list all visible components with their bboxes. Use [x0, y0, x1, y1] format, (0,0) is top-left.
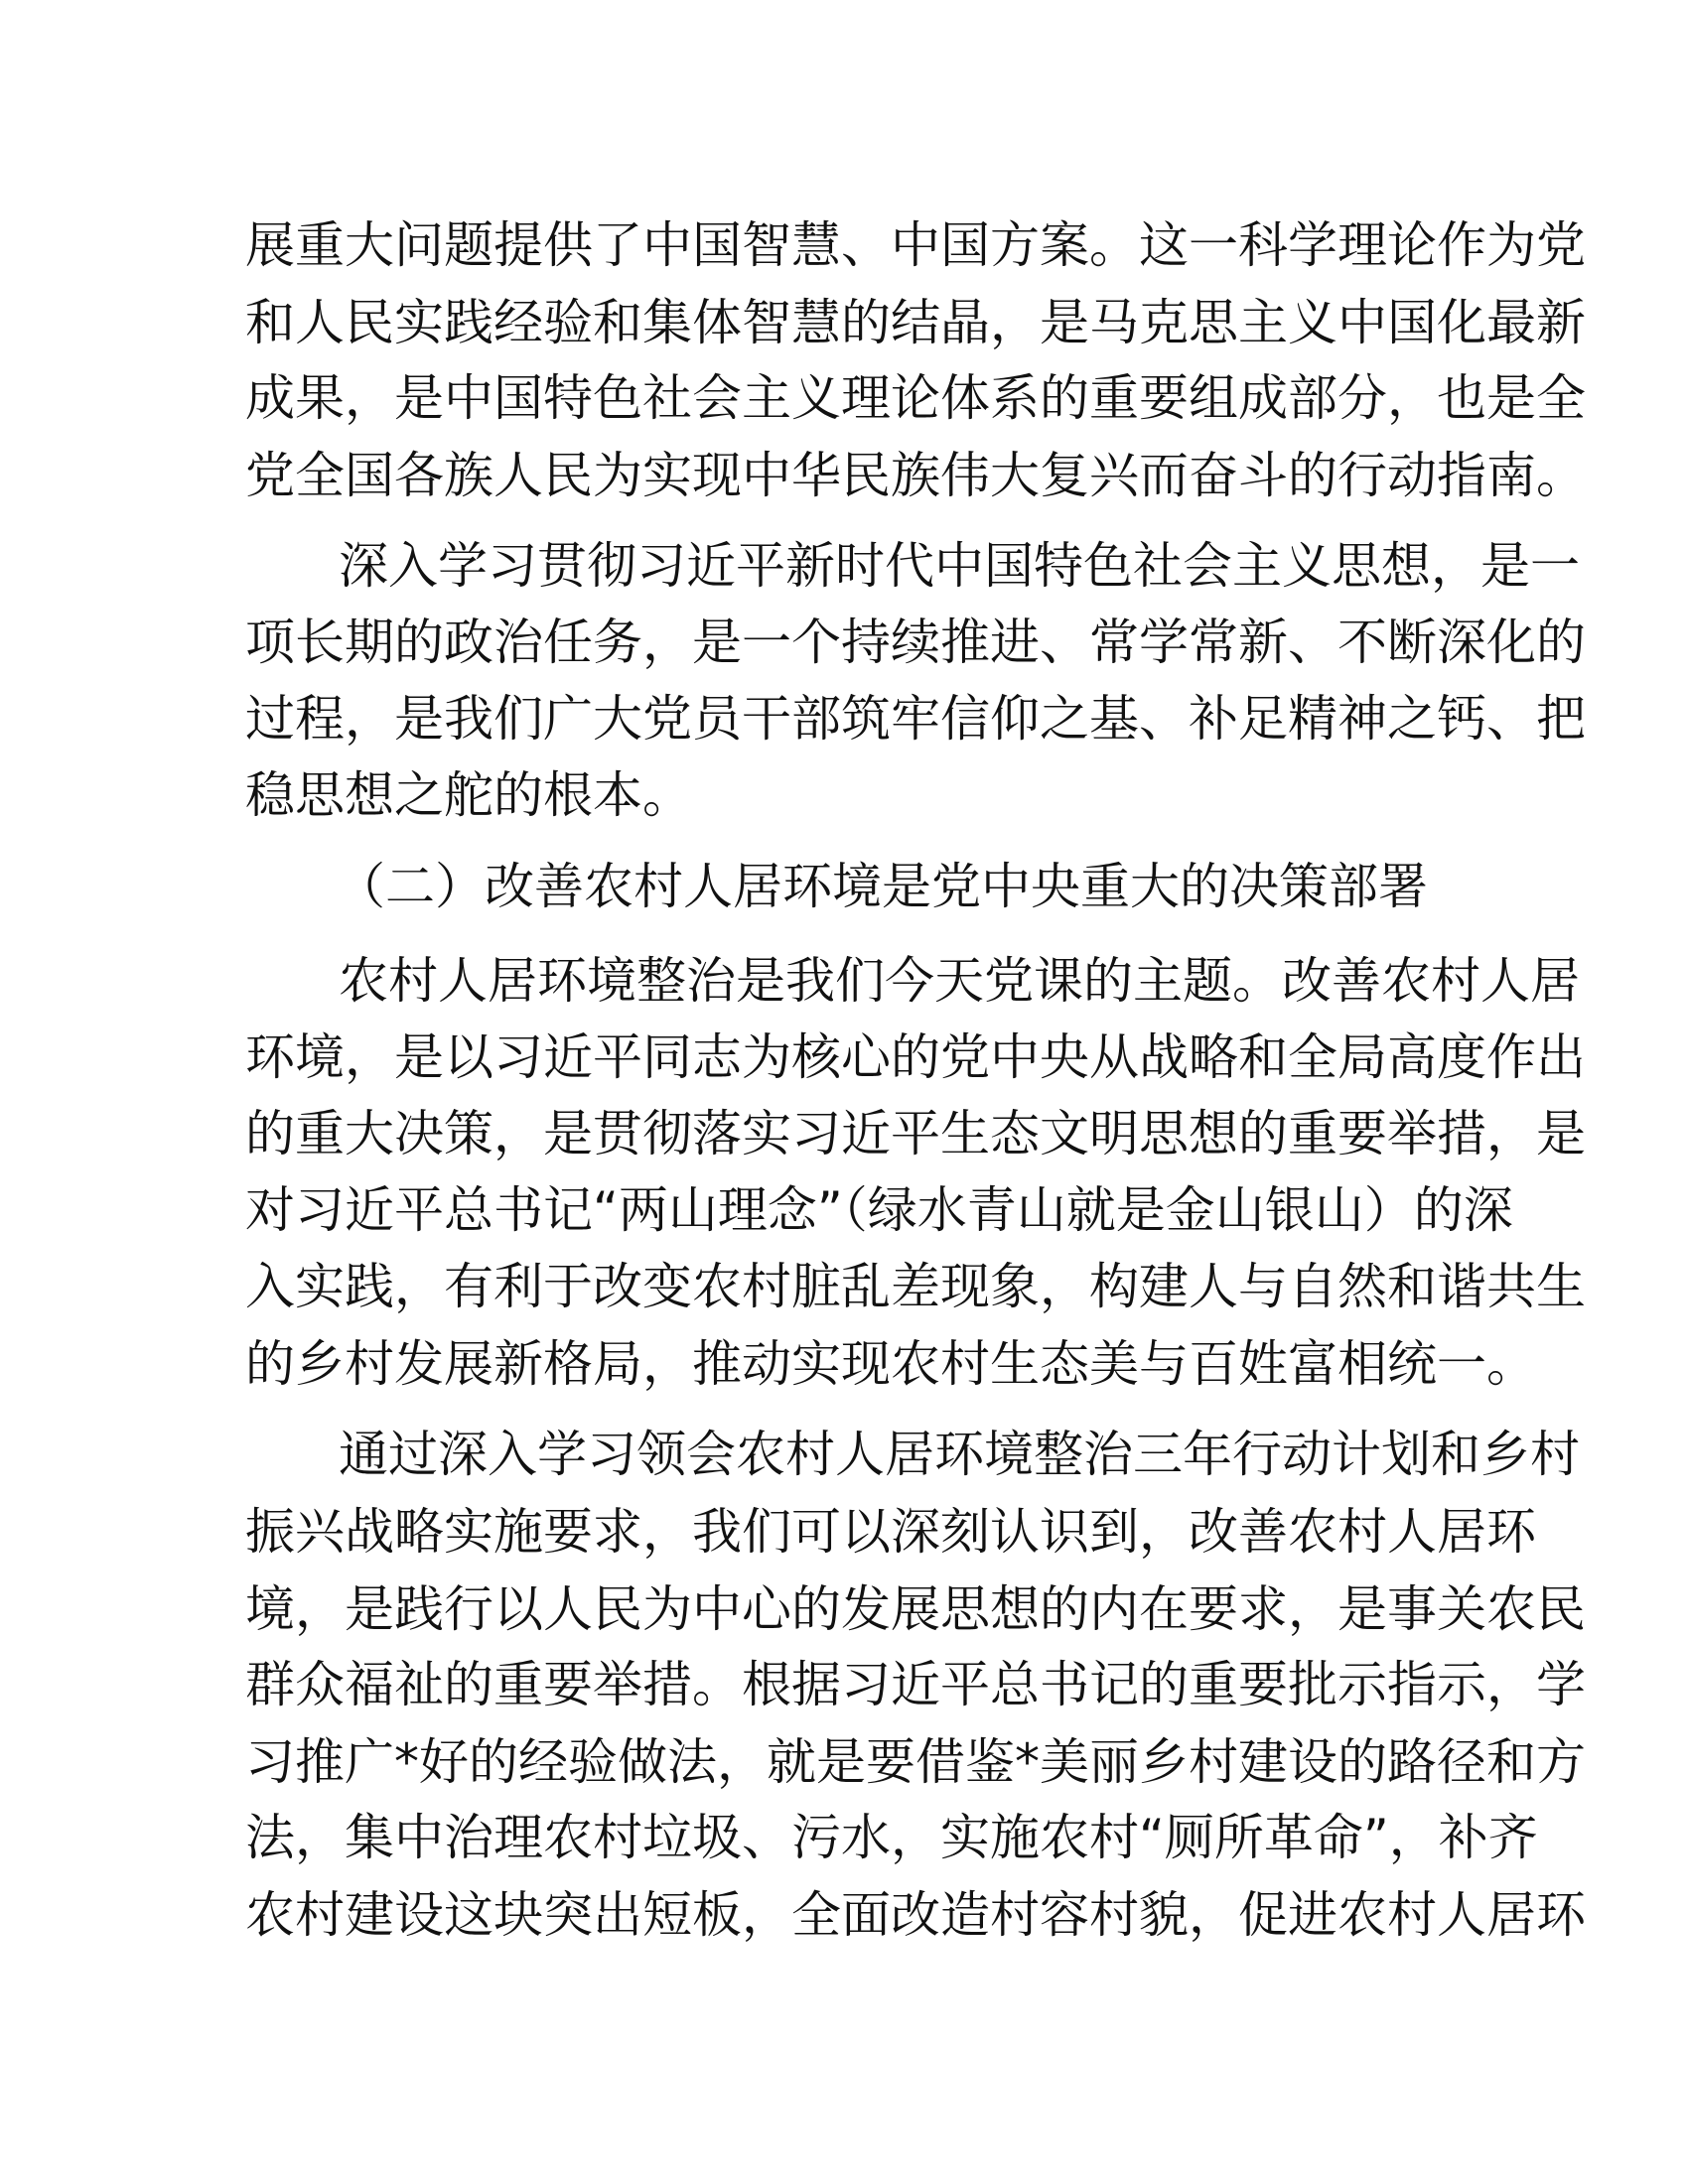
text-line: 通过深入学习领会农村人居环境整治三年行动计划和乡村	[339, 1426, 1580, 1483]
text-line: 法，集中治理农村垃圾、污水，实施农村“厕所革命”，补齐	[245, 1809, 1538, 1866]
text-line: 入实践，有利于改变农村脏乱差现象，构建人与自然和谐共生	[245, 1258, 1586, 1315]
text-line: 的重大决策，是贯彻落实习近平生态文明思想的重要举措，是	[245, 1105, 1586, 1162]
text-line: 项长期的政治任务，是一个持续推进、常学常新、不断深化的	[245, 614, 1586, 671]
text-line: 展重大问题提供了中国智慧、中国方案。这一科学理论作为党	[245, 216, 1586, 274]
text-line: 过程，是我们广大党员干部筑牢信仰之基、补足精神之钙、把	[245, 690, 1586, 748]
text-line: 成果，是中国特色社会主义理论体系的重要组成部分，也是全	[245, 369, 1586, 427]
text-line: 农村人居环境整治是我们今天党课的主题。改善农村人居	[339, 952, 1580, 1010]
text-line: 深入学习贯彻习近平新时代中国特色社会主义思想，是一	[339, 537, 1580, 595]
text-line: 和人民实践经验和集体智慧的结晶，是马克思主义中国化最新	[245, 294, 1586, 351]
text-line: 环境，是以习近平同志为核心的党中央从战略和全局高度作出	[245, 1028, 1586, 1086]
text-line: 党全国各族人民为实现中华民族伟大复兴而奋斗的行动指南。	[245, 447, 1586, 504]
text-line: 习推广*好的经验做法，就是要借鉴*美丽乡村建设的路径和方	[245, 1733, 1586, 1791]
text-line: 对习近平总书记“两山理念”（绿水青山就是金山银山）的深	[245, 1181, 1513, 1239]
text-line: 稳思想之舵的根本。	[245, 766, 692, 824]
text-line: 境，是践行以人民为中心的发展思想的内在要求，是事关农民	[245, 1580, 1586, 1638]
text-line: 农村建设这块突出短板，全面改造村容村貌，促进农村人居环	[245, 1886, 1586, 1944]
text-line: 振兴战略实施要求，我们可以深刻认识到，改善农村人居环	[245, 1503, 1536, 1561]
text-line: 群众福祉的重要举措。根据习近平总书记的重要批示指示，学	[245, 1656, 1586, 1713]
text-line: 的乡村发展新格局，推动实现农村生态美与百姓富相统一。	[245, 1335, 1536, 1393]
section-heading: （二）改善农村人居环境是党中央重大的决策部署	[336, 858, 1428, 915]
